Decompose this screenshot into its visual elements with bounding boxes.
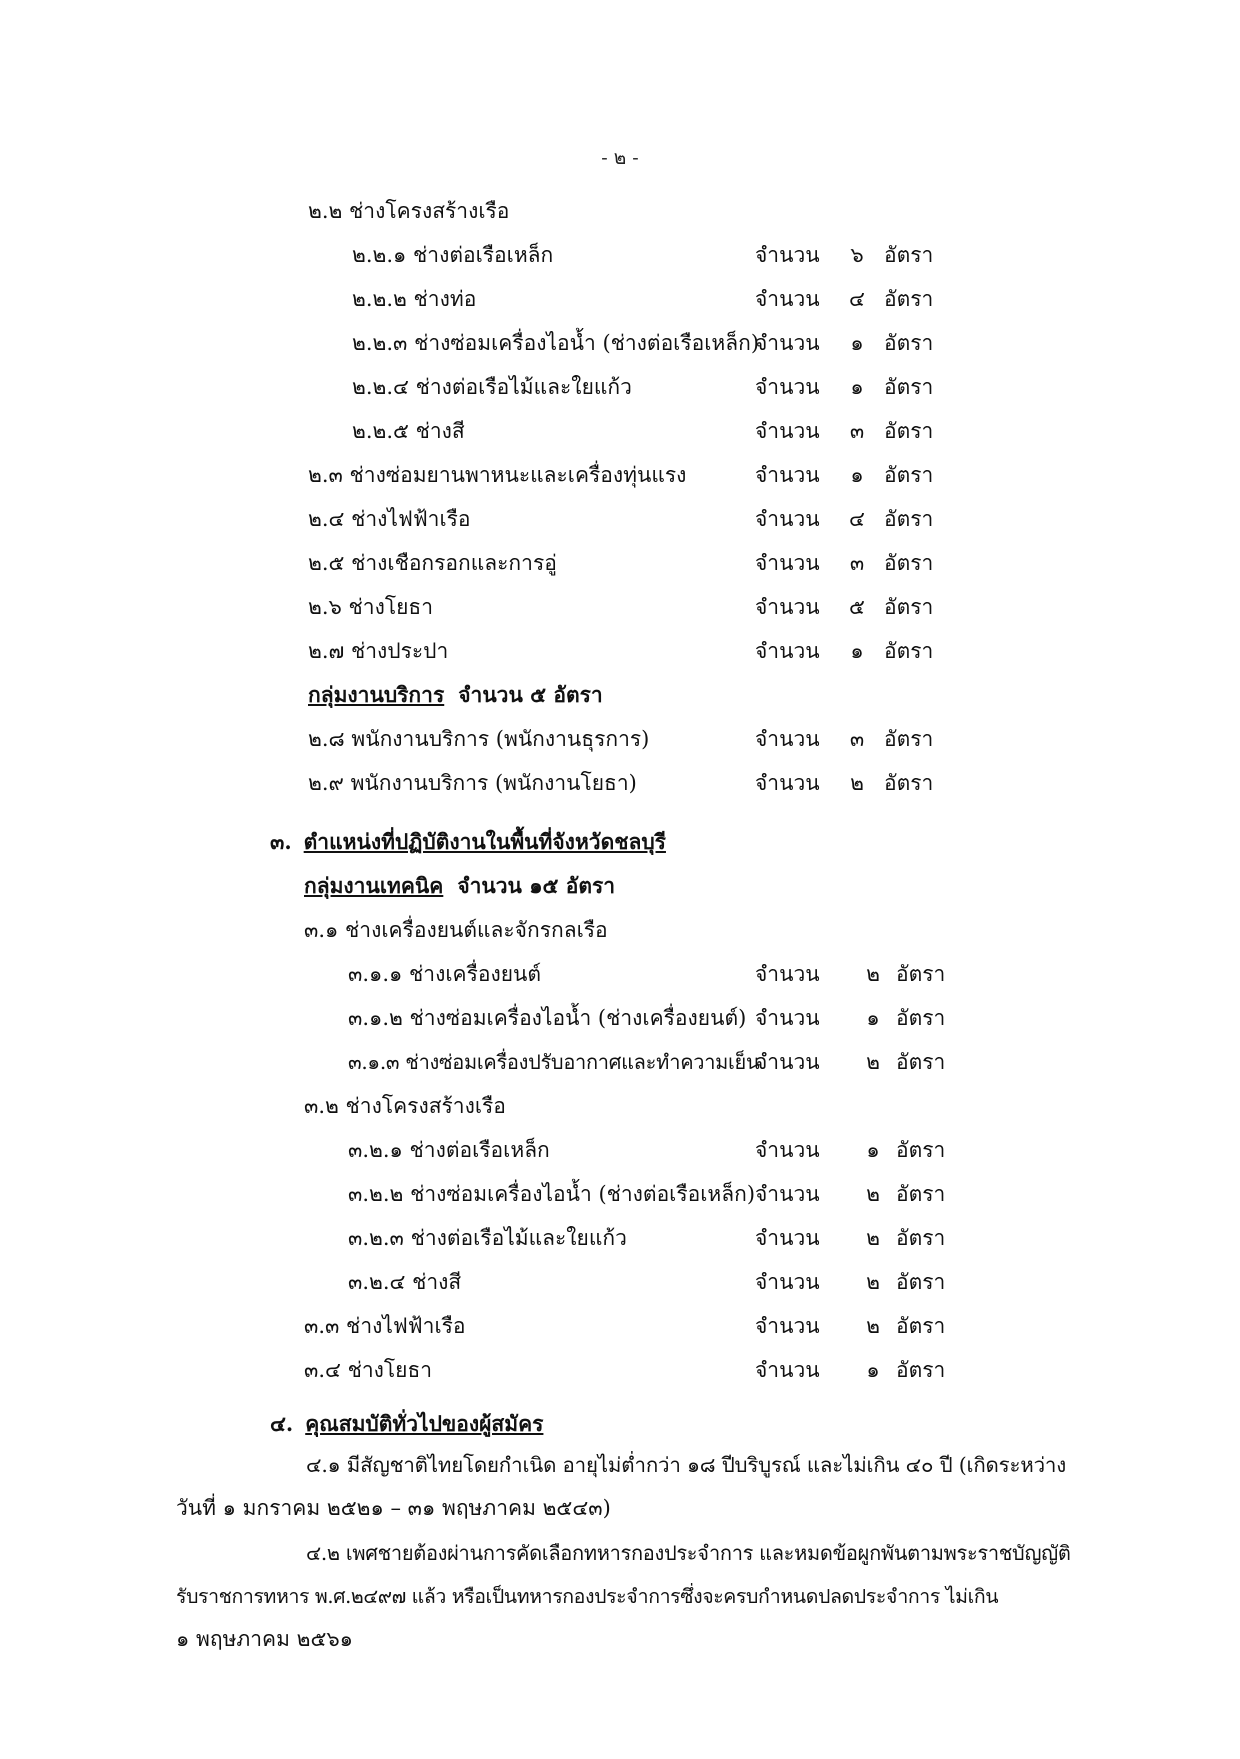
position-label: ๒.๔ ช่างไฟฟ้าเรือ — [308, 507, 471, 531]
unit-text: จำนวน — [755, 727, 820, 751]
paragraph-line: ๔.๑ มีสัญชาติไทยโดยกำเนิด อายุไม่ต่ำกว่า ๑๘ ปีบริบูรณ์ และไม่เกิน ๔๐ ปี (เกิดระหว่าง — [306, 1453, 1067, 1477]
position-row — [0, 635, 1240, 667]
position-row — [0, 1310, 1240, 1342]
unit-text: จำนวน — [755, 1138, 820, 1162]
position-count: ๒ — [866, 1226, 880, 1250]
section-number: ๔. — [270, 1411, 294, 1436]
position-count: ๖ — [850, 243, 864, 267]
position-count: ๑ — [850, 331, 864, 355]
position-count: ๒ — [866, 1182, 880, 1206]
position-label: ๒.๒.๕ ช่างสี — [352, 419, 465, 443]
position-label: ๓.๔ ช่างโยธา — [304, 1358, 433, 1382]
group-heading-text — [304, 870, 615, 902]
position-count: ๔ — [849, 507, 865, 531]
rate-word: อัตรา — [884, 331, 934, 355]
position-count: ๓ — [849, 551, 865, 575]
section-heading — [0, 826, 1240, 858]
paragraph-line: ๑ พฤษภาคม ๒๕๖๑ — [176, 1627, 354, 1651]
unit-text: จำนวน — [755, 962, 820, 986]
position-row — [0, 1266, 1240, 1298]
position-row — [0, 459, 1240, 491]
position-label: ๓.๒.๔ ช่างสี — [348, 1270, 462, 1294]
page-number: - ๒ - — [601, 147, 639, 169]
unit-text: จำนวน — [755, 595, 820, 619]
position-label: ๓.๑.๒ ช่างซ่อมเครื่องไอน้ำ (ช่างเครื่องยนต์) — [348, 1006, 747, 1030]
position-count: ๓ — [849, 727, 865, 751]
position-row — [0, 1222, 1240, 1254]
group-heading — [0, 870, 1240, 902]
position-label: ๒.๒.๒ ช่างท่อ — [352, 287, 477, 311]
position-label: ๒.๒.๔ ช่างต่อเรือไม้และใยแก้ว — [352, 375, 632, 399]
section-heading — [0, 1408, 1240, 1440]
group-title: กลุ่มงานเทคนิค — [304, 873, 444, 898]
position-count: ๑ — [850, 639, 864, 663]
position-row — [0, 958, 1240, 990]
position-label: ๒.๘ พนักงานบริการ (พนักงานธุรการ) — [308, 727, 650, 751]
position-row — [0, 327, 1240, 359]
subsection-heading — [0, 195, 1240, 227]
subsection-heading — [0, 914, 1240, 946]
position-count: ๑ — [866, 1358, 880, 1382]
rate-word: อัตรา — [884, 551, 934, 575]
unit-text: จำนวน — [755, 331, 820, 355]
position-label: ๓.๒.๒ ช่างซ่อมเครื่องไอน้ำ (ช่างต่อเรือเหล็ก) — [348, 1182, 756, 1206]
unit-text: จำนวน — [755, 1270, 820, 1294]
unit-text: จำนวน — [755, 1314, 820, 1338]
rate-word: อัตรา — [884, 375, 934, 399]
position-label: ๓.๓ ช่างไฟฟ้าเรือ — [304, 1314, 466, 1338]
position-count: ๔ — [849, 287, 865, 311]
unit-text: จำนวน — [755, 243, 820, 267]
rate-word: อัตรา — [884, 243, 934, 267]
rate-word: อัตรา — [896, 1270, 946, 1294]
unit-text: จำนวน — [755, 551, 820, 575]
section-heading-text — [270, 826, 666, 858]
group-title: กลุ่มงานบริการ — [308, 682, 445, 707]
unit-text: จำนวน — [755, 1182, 820, 1206]
unit-text: จำนวน — [755, 771, 820, 795]
paragraph-line: วันที่ ๑ มกราคม ๒๕๒๑ – ๓๑ พฤษภาคม ๒๕๔๓) — [176, 1496, 611, 1520]
heading-text: ๓.๒ ช่างโครงสร้างเรือ — [304, 1094, 506, 1118]
rate-word: อัตรา — [884, 419, 934, 443]
paragraph-4-2 — [0, 1532, 1071, 1661]
group-heading-text — [308, 679, 603, 711]
position-row — [0, 1178, 1240, 1210]
paragraph-4-1 — [0, 1444, 1066, 1530]
heading-text: ๓.๑ ช่างเครื่องยนต์และจักรกลเรือ — [304, 918, 608, 942]
position-row — [0, 1046, 1240, 1078]
position-label: ๒.๖ ช่างโยธา — [308, 595, 434, 619]
position-count: ๒ — [866, 1050, 880, 1074]
rate-word: อัตรา — [884, 287, 934, 311]
position-row — [0, 1354, 1240, 1386]
position-row — [0, 767, 1240, 799]
rate-word: อัตรา — [896, 1226, 946, 1250]
position-count: ๑ — [850, 375, 864, 399]
position-count: ๑ — [850, 463, 864, 487]
group-summary: จำนวน ๕ อัตรา — [458, 682, 603, 707]
unit-text: จำนวน — [755, 1226, 820, 1250]
rate-word: อัตรา — [884, 771, 934, 795]
rate-word: อัตรา — [884, 639, 934, 663]
position-count: ๒ — [850, 771, 864, 795]
rate-word: อัตรา — [896, 1182, 946, 1206]
position-count: ๒ — [866, 1270, 880, 1294]
position-count: ๕ — [849, 595, 865, 619]
position-row — [0, 503, 1240, 535]
position-row — [0, 1002, 1240, 1034]
section-number: ๓. — [270, 829, 292, 854]
rate-word: อัตรา — [884, 727, 934, 751]
section-heading-text — [270, 1408, 543, 1440]
unit-text: จำนวน — [755, 507, 820, 531]
rate-word: อัตรา — [896, 962, 946, 986]
unit-text: จำนวน — [755, 463, 820, 487]
group-summary: จำนวน ๑๕ อัตรา — [457, 873, 616, 898]
position-row — [0, 415, 1240, 447]
position-label: ๓.๑.๓ ช่างซ่อมเครื่องปรับอากาศและทำความเย็น — [348, 1050, 760, 1074]
unit-text: จำนวน — [755, 1006, 820, 1030]
position-label: ๓.๒.๓ ช่างต่อเรือไม้และใยแก้ว — [348, 1226, 627, 1250]
position-label: ๒.๒.๑ ช่างต่อเรือเหล็ก — [352, 243, 554, 267]
rate-word: อัตรา — [896, 1358, 946, 1382]
unit-text: จำนวน — [755, 419, 820, 443]
rate-word: อัตรา — [896, 1138, 946, 1162]
position-row — [0, 1134, 1240, 1166]
unit-text: จำนวน — [755, 1050, 820, 1074]
position-label: ๒.๓ ช่างซ่อมยานพาหนะและเครื่องทุ่นแรง — [308, 463, 687, 487]
section-title: ตำแหน่งที่ปฏิบัติงานในพื้นที่จังหวัดชลบุรี — [303, 829, 666, 854]
rate-word: อัตรา — [884, 463, 934, 487]
position-count: ๑ — [866, 1138, 880, 1162]
position-count: ๑ — [866, 1006, 880, 1030]
position-row — [0, 591, 1240, 623]
position-label: ๓.๒.๑ ช่างต่อเรือเหล็ก — [348, 1138, 550, 1162]
rate-word: อัตรา — [884, 507, 934, 531]
position-count: ๒ — [866, 962, 880, 986]
rate-word: อัตรา — [896, 1314, 946, 1338]
subsection-heading — [0, 1090, 1240, 1122]
position-row — [0, 371, 1240, 403]
position-row — [0, 283, 1240, 315]
position-label: ๒.๙ พนักงานบริการ (พนักงานโยธา) — [308, 771, 637, 795]
heading-text: ๒.๒ ช่างโครงสร้างเรือ — [308, 199, 510, 223]
position-row — [0, 547, 1240, 579]
position-label: ๓.๑.๑ ช่างเครื่องยนต์ — [348, 962, 542, 986]
unit-text: จำนวน — [755, 375, 820, 399]
group-heading — [0, 679, 1240, 711]
position-row — [0, 723, 1240, 755]
rate-word: อัตรา — [896, 1006, 946, 1030]
position-row — [0, 239, 1240, 271]
rate-word: อัตรา — [884, 595, 934, 619]
section-title: คุณสมบัติทั่วไปของผู้สมัคร — [305, 1411, 544, 1436]
unit-text: จำนวน — [755, 639, 820, 663]
unit-text: จำนวน — [755, 1358, 820, 1382]
position-count: ๒ — [866, 1314, 880, 1338]
position-label: ๒.๕ ช่างเชือกรอกและการอู่ — [308, 551, 557, 575]
paragraph-line: ๔.๒ เพศชายต้องผ่านการคัดเลือกทหารกองประจำการ และหมดข้อผูกพันตามพระราชบัญญัติ — [306, 1541, 1071, 1565]
position-count: ๓ — [849, 419, 865, 443]
position-label: ๒.๗ ช่างประปา — [308, 639, 449, 663]
unit-text: จำนวน — [755, 287, 820, 311]
rate-word: อัตรา — [896, 1050, 946, 1074]
paragraph-line: รับราชการทหาร พ.ศ.๒๔๙๗ แล้ว หรือเป็นทหารกองประจำการซึ่งจะครบกำหนดปลดประจำการ ไม่เกิน — [176, 1585, 999, 1608]
position-label: ๒.๒.๓ ช่างซ่อมเครื่องไอน้ำ (ช่างต่อเรือเหล็ก) — [352, 331, 760, 355]
